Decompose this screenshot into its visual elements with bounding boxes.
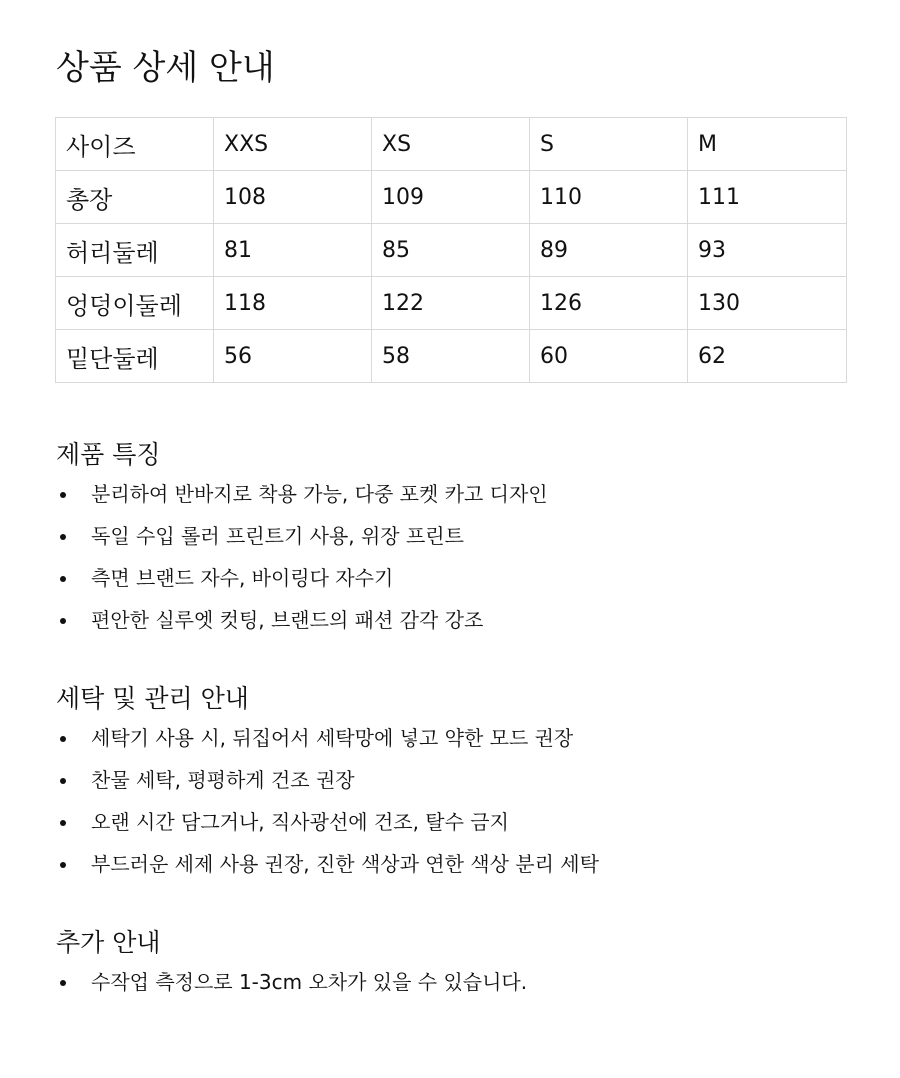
extra-info-section <box>56 925 856 1003</box>
list-item-text: 측면 브랜드 자수, 바이링다 자수기 <box>91 566 394 590</box>
table-cell: 109 <box>372 171 530 224</box>
list-item <box>56 961 856 1003</box>
bullet-icon <box>60 820 66 826</box>
list-item <box>56 557 856 599</box>
section-heading: 제품 특징 <box>56 440 161 469</box>
list-item <box>56 473 856 515</box>
list-item-text: 수작업 측정으로 1-3cm 오차가 있을 수 있습니다. <box>91 970 528 994</box>
table-cell: 총장 <box>56 171 214 224</box>
list-item <box>56 515 856 557</box>
list-item <box>56 599 856 641</box>
table-cell: 엉덩이둘레 <box>56 277 214 330</box>
bullet-icon <box>60 618 66 624</box>
bullet-icon <box>60 492 66 498</box>
care-list <box>56 717 856 885</box>
bullet-icon <box>60 778 66 784</box>
table-cell: 85 <box>372 224 530 277</box>
table-cell: 110 <box>530 171 688 224</box>
table-row <box>56 171 847 224</box>
table-cell: 60 <box>530 330 688 383</box>
list-item <box>56 843 856 885</box>
table-cell: 122 <box>372 277 530 330</box>
features-list <box>56 473 856 641</box>
table-row <box>56 118 847 171</box>
features-section <box>56 437 856 641</box>
list-item-text: 분리하여 반바지로 착용 가능, 다중 포켓 카고 디자인 <box>91 482 548 506</box>
table-row <box>56 224 847 277</box>
list-item <box>56 801 856 843</box>
table-cell: 81 <box>214 224 372 277</box>
list-item-text: 오랜 시간 담그거나, 직사광선에 건조, 탈수 금지 <box>91 810 509 834</box>
table-cell: 허리둘레 <box>56 224 214 277</box>
table-cell: 126 <box>530 277 688 330</box>
table-cell: S <box>530 118 688 171</box>
table-cell: M <box>688 118 847 171</box>
list-item-text: 독일 수입 롤러 프린트기 사용, 위장 프린트 <box>91 524 464 548</box>
list-item-text: 세탁기 사용 시, 뒤집어서 세탁망에 넣고 약한 모드 권장 <box>91 726 574 750</box>
table-row <box>56 277 847 330</box>
section-heading: 추가 안내 <box>56 928 161 957</box>
bullet-icon <box>60 736 66 742</box>
list-item-text: 부드러운 세제 사용 권장, 진한 색상과 연한 색상 분리 세탁 <box>91 852 599 876</box>
table-cell: 밑단둘레 <box>56 330 214 383</box>
bullet-icon <box>60 576 66 582</box>
page-title: 상품 상세 안내 <box>56 48 275 88</box>
table-cell: 93 <box>688 224 847 277</box>
list-item-text: 편안한 실루엣 컷팅, 브랜드의 패션 감각 강조 <box>91 608 484 632</box>
table-cell: 108 <box>214 171 372 224</box>
list-item-text: 찬물 세탁, 평평하게 건조 권장 <box>91 768 355 792</box>
table-cell: XXS <box>214 118 372 171</box>
list-item <box>56 717 856 759</box>
table-row <box>56 330 847 383</box>
bullet-icon <box>60 862 66 868</box>
table-cell: 89 <box>530 224 688 277</box>
section-heading: 세탁 및 관리 안내 <box>56 684 249 713</box>
table-cell: 58 <box>372 330 530 383</box>
table-cell: 사이즈 <box>56 118 214 171</box>
table-cell: 56 <box>214 330 372 383</box>
table-cell: 130 <box>688 277 847 330</box>
size-table <box>55 117 847 383</box>
list-item <box>56 759 856 801</box>
bullet-icon <box>60 980 66 986</box>
table-cell: 118 <box>214 277 372 330</box>
table-cell: 111 <box>688 171 847 224</box>
care-section <box>56 681 856 885</box>
bullet-icon <box>60 534 66 540</box>
extra-list <box>56 961 856 1003</box>
table-cell: XS <box>372 118 530 171</box>
table-cell: 62 <box>688 330 847 383</box>
